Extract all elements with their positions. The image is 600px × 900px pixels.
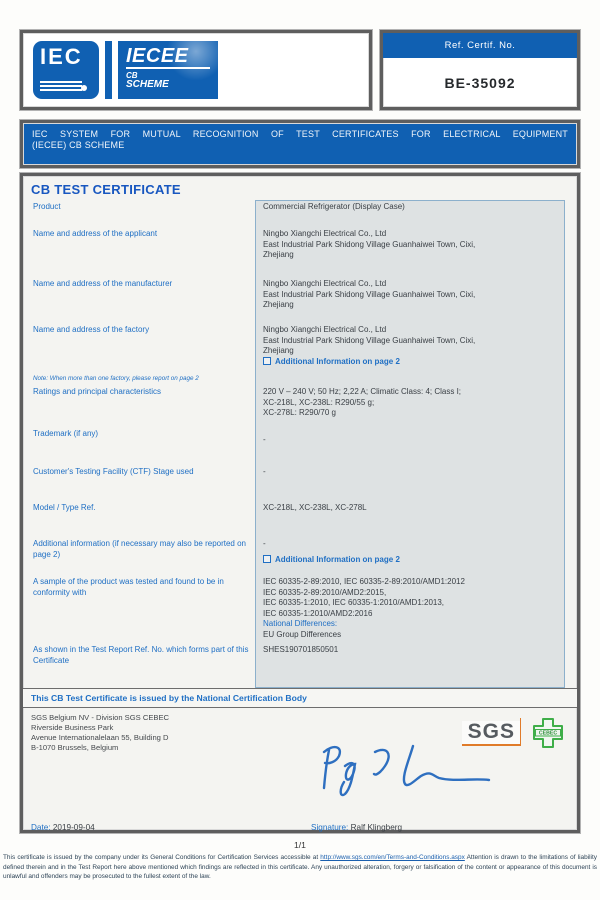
iec-logo-dot — [81, 85, 87, 91]
scheme-banner-line2: (IECEE) CB SCHEME — [32, 140, 125, 150]
certificate-title: CB TEST CERTIFICATE — [31, 182, 181, 197]
fine-print: This certificate is issued by the company under its General Conditions for Certification Services accessible at http://www.sgs.com/en/Terms-and-Conditions.aspx Attention is drawn to the limitations of liability defined therein and in the Test Report here above mentioned which findings are reflected in this certificate. Any unauthorized alteration, forgery or falsification of the content or appearance of this document is unlawful and offenders may be prosecuted to the fullest extent of the law. — [3, 854, 597, 881]
conformity-value: IEC 60335-2-89:2010, IEC 60335-2-89:2010/AMD1:2012 IEC 60335-2-89:2010/AMD2:2015, IEC 60335-1:2010, IEC 60335-1:2010/AMD1:2013, IEC 60335-1:2010/AMD2:2016 National Differences: EU Group Differences — [25, 575, 571, 643]
trademark-label: Trademark (if any) — [33, 429, 99, 438]
factory-note: Note: When more than one factory, please report on page 2 — [33, 375, 199, 382]
ctf-value: - — [263, 467, 267, 476]
certificate-body — [20, 173, 580, 833]
iecee-cb-text: CB — [126, 71, 138, 80]
factory-value: Ningbo Xiangchi Electrical Co., Ltd East Industrial Park Shidong Village Guanhaiwei Town, Cixi, Zhejiang Additional Information on page 2 — [25, 323, 571, 385]
header — [20, 30, 580, 110]
additional-info-value: - Additional Information on page 2 — [25, 537, 571, 575]
signature-scribble — [313, 736, 498, 798]
ratings-value: 220 V – 240 V; 50 Hz; 2,22 A; Climatic Class: 4; Class I; XC-218L, XC-238L: R290/55 g; XC-278L: R290/70 g — [263, 387, 462, 418]
terms-link[interactable]: http://www.sgs.com/en/Terms-and-Conditions.aspx — [320, 854, 465, 861]
manufacturer-label: Name and address of the manufacturer — [33, 279, 173, 288]
field-row-ctf — [25, 465, 571, 501]
additional-info-label: Additional information (if necessary may also be reported on page 2) — [33, 539, 246, 559]
test-report-value: SHES190701850501 — [263, 645, 339, 654]
applicant-label: Name and address of the applicant — [33, 229, 158, 238]
iecee-cb-scheme-logo-icon — [118, 41, 218, 99]
ratings-label: Ratings and principal characteristics — [33, 387, 162, 396]
field-row-test-report — [25, 643, 571, 688]
scheme-banner-line1: IEC SYSTEM FOR MUTUAL RECOGNITION OF TEST CERTIFICATES FOR ELECTRICAL EQUIPMENT — [32, 129, 568, 139]
test-report-label: As shown in the Test Report Ref. No. which forms part of this Certificate — [33, 645, 249, 665]
field-row-product — [25, 200, 571, 227]
national-differences-label: National Differences: — [263, 619, 338, 629]
logo-divider-stripe — [105, 41, 112, 99]
iecee-scheme-text: SCHEME — [126, 79, 169, 90]
certificate-footer — [23, 708, 577, 830]
checkbox-icon — [263, 357, 271, 365]
issuer-address: SGS Belgium NV - Division SGS CEBEC Riverside Business Park Avenue Internationalelaan 55, Building D B-1070 Brussels, Belgium — [31, 713, 169, 752]
conformity-label: A sample of the product was tested and found to be in conformity with — [33, 577, 224, 597]
product-label: Product — [33, 202, 61, 211]
field-row-applicant — [25, 227, 571, 277]
svg-text:CEBEC: CEBEC — [538, 730, 558, 737]
iec-logo-text: IEC — [40, 44, 83, 69]
fields-table — [25, 200, 571, 688]
field-row-model — [25, 501, 571, 537]
field-row-conformity — [25, 575, 571, 643]
iec-logo-lines — [40, 79, 82, 91]
trademark-value: - — [263, 435, 267, 444]
model-value: XC-218L, XC-238L, XC-278L — [263, 503, 367, 512]
ctf-label: Customer's Testing Facility (CTF) Stage used — [33, 467, 194, 476]
page-number: 1/1 — [294, 840, 306, 850]
ref-certif-number: BE-35092 — [444, 74, 516, 91]
field-row-trademark — [25, 427, 571, 465]
field-row-additional-info — [25, 537, 571, 575]
national-differences-value: EU Group Differences — [263, 629, 342, 639]
additional-info-checkbox-line: Additional Information on page 2 — [263, 555, 571, 566]
iecee-logo-text: IECEE — [126, 45, 210, 69]
factory-label: Name and address of the factory — [33, 325, 150, 334]
ref-certif-label: Ref. Certif. No. — [383, 33, 577, 58]
field-row-ratings — [25, 385, 571, 427]
scheme-banner — [20, 120, 580, 168]
cebec-logo-icon — [531, 716, 565, 750]
ref-certif-box — [380, 30, 580, 110]
logo-box — [20, 30, 372, 110]
ncb-statement: This CB Test Certificate is issued by the National Certification Body — [23, 688, 577, 708]
factory-additional-info: Additional Information on page 2 — [263, 357, 571, 368]
checkbox-icon — [263, 555, 271, 563]
date-field: Date: 2019-09-04 — [31, 823, 95, 832]
model-label: Model / Type Ref. — [33, 503, 96, 512]
field-row-factory — [25, 323, 571, 385]
field-row-manufacturer — [25, 277, 571, 323]
manufacturer-value: Ningbo Xiangchi Electrical Co., Ltd East Industrial Park Shidong Village Guanhaiwei Town, Cixi, Zhejiang — [263, 279, 476, 310]
product-value: Commercial Refrigerator (Display Case) — [263, 202, 405, 211]
sgs-logo-icon: SGS — [462, 721, 521, 746]
applicant-value: Ningbo Xiangchi Electrical Co., Ltd East Industrial Park Shidong Village Guanhaiwei Town, Cixi, Zhejiang — [263, 229, 476, 260]
signature-field: Signature: Ralf Klingberg — [311, 823, 403, 832]
iec-logo-icon — [33, 41, 99, 99]
